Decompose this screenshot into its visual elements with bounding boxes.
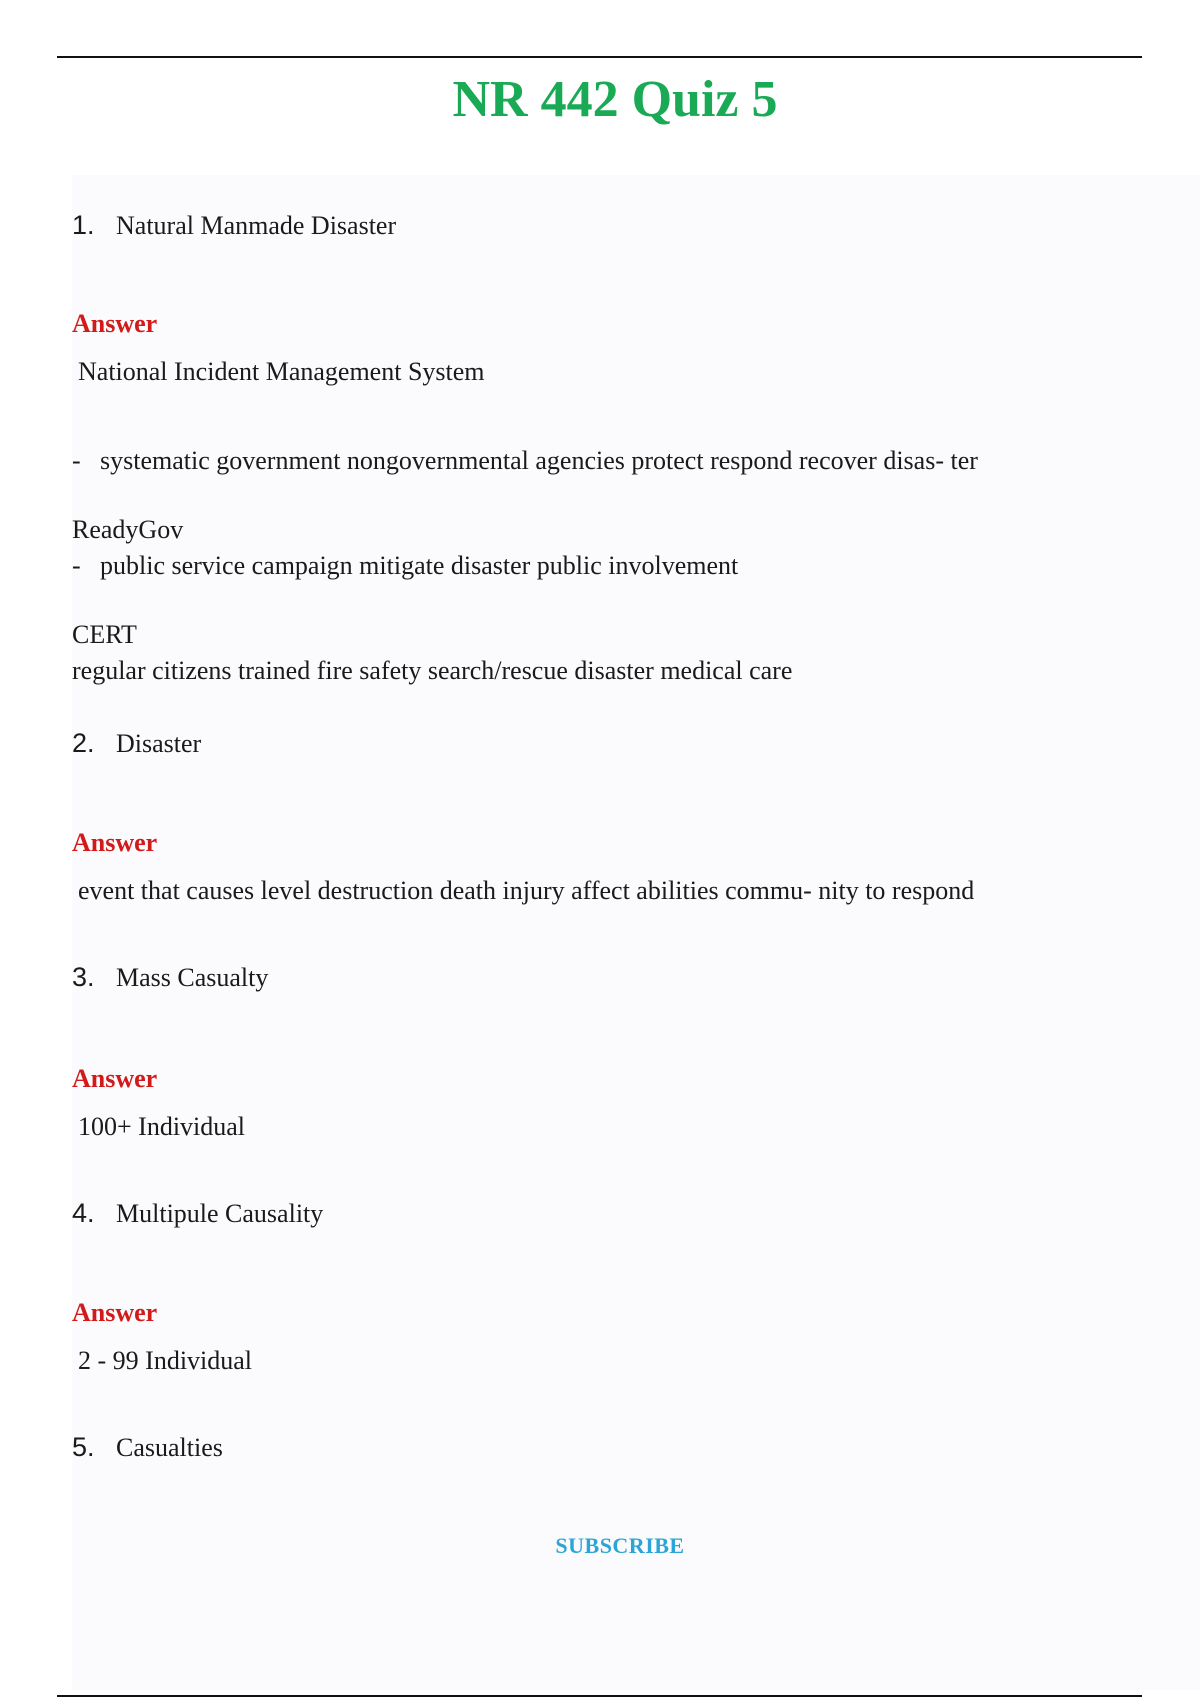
detail-readygov: - public service campaign mitigate disaster public involvement — [72, 551, 739, 580]
top-rule — [57, 56, 1142, 58]
detail-heading-readygov: ReadyGov — [72, 515, 184, 544]
question-term: Disaster — [116, 729, 202, 758]
content-area — [72, 175, 1200, 1690]
question-5 — [72, 1432, 223, 1463]
question-term: Multipule Causality — [116, 1199, 324, 1228]
question-3 — [72, 962, 268, 993]
question-number: 5. — [72, 1432, 95, 1462]
question-1 — [72, 210, 396, 241]
page-title: NR 442 Quiz 5 — [452, 71, 778, 128]
question-term: Mass Casualty — [116, 963, 269, 992]
question-number: 4. — [72, 1198, 95, 1228]
answer-label: Answer — [72, 828, 158, 857]
question-number: 2. — [72, 728, 95, 758]
answer-text: National Incident Management System — [78, 357, 485, 386]
bottom-rule — [57, 1695, 1142, 1697]
answer-label: Answer — [72, 1064, 158, 1093]
answer-detail: - systematic government nongovernmental agencies protect respond recover disas- ter — [72, 446, 978, 475]
question-number: 3. — [72, 962, 95, 992]
question-term: Natural Manmade Disaster — [116, 211, 397, 240]
question-number: 1. — [72, 210, 95, 240]
answer-text: event that causes level destruction death injury affect abilities commu- nity to respond — [78, 876, 975, 905]
subscribe-link[interactable]: SUBSCRIBE — [555, 1533, 685, 1558]
question-term: Casualties — [116, 1433, 223, 1462]
answer-text: 2 - 99 Individual — [78, 1346, 253, 1375]
answer-label: Answer — [72, 1298, 158, 1327]
answer-label: Answer — [72, 309, 158, 338]
answer-text: 100+ Individual — [78, 1112, 246, 1141]
detail-heading-cert: CERT — [72, 620, 137, 649]
question-2 — [72, 728, 201, 759]
question-4 — [72, 1198, 323, 1229]
detail-cert: regular citizens trained fire safety search/rescue disaster medical care — [72, 656, 793, 685]
